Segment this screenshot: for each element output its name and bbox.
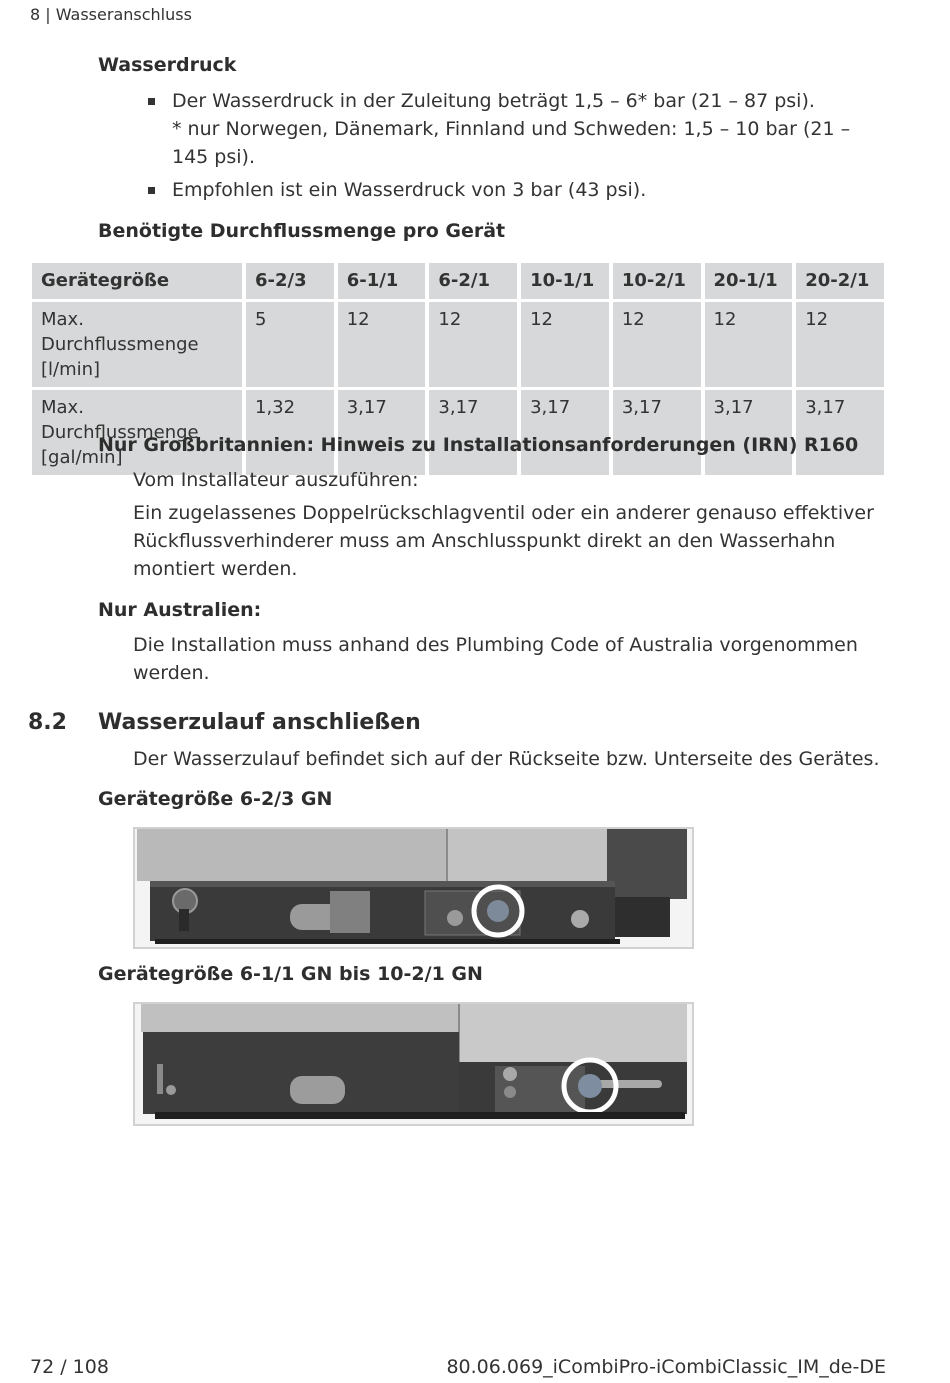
table-cell: 1,32: [246, 390, 334, 475]
list-item: [148, 176, 878, 204]
australia-heading: Nur Australien:: [98, 599, 262, 621]
table-cell: 12: [796, 302, 884, 387]
figure-2-image: [133, 1002, 694, 1126]
table-cell: 12: [521, 302, 609, 387]
column-header: 6-1/1: [338, 263, 426, 299]
table-cell: 3,17: [796, 390, 884, 475]
uk-heading: Nur Großbritannien: Hinweis zu Installationsanforderungen (IRN) R160: [98, 434, 859, 456]
uk-line-1: Vom Installateur auszuführen:: [133, 469, 419, 491]
table-cell: 3,17: [521, 390, 609, 475]
column-header: Gerätegröße: [32, 263, 242, 299]
table-cell: 12: [613, 302, 701, 387]
appliance-underside-2-illustration: [135, 1004, 692, 1124]
column-header: 20-2/1: [796, 263, 884, 299]
column-header: 20-1/1: [705, 263, 793, 299]
appliance-underside-1-illustration: [135, 829, 692, 947]
table-cell: 3,17: [429, 390, 517, 475]
column-header: 6-2/3: [246, 263, 334, 299]
table-cell: Max. Durchflussmenge [l/min]: [32, 302, 242, 387]
australia-text: Die Installation muss anhand des Plumbing Code of Australia vorgenommen werden.: [133, 634, 858, 684]
pressure-bullet-1: Der Wasserdruck in der Zuleitung beträgt 1,5 – 6* bar (21 – 87 psi).: [172, 90, 815, 112]
table-cell: 5: [246, 302, 334, 387]
document-id: 80.06.069_iCombiPro-iCombiClassic_IM_de-DE: [446, 1356, 886, 1378]
pressure-bullet-2: Empfohlen ist ein Wasserdruck von 3 bar (43 psi).: [172, 179, 647, 201]
section-intro: Der Wasserzulauf befindet sich auf der Rückseite bzw. Unterseite des Gerätes.: [133, 748, 880, 770]
pressure-heading: Wasserdruck: [98, 54, 237, 76]
column-header: 10-1/1: [521, 263, 609, 299]
table-cell: 3,17: [705, 390, 793, 475]
bullet-icon: [148, 98, 155, 105]
list-item: [148, 87, 878, 171]
table-cell: 12: [338, 302, 426, 387]
table-row: [32, 302, 884, 387]
bullet-icon: [148, 187, 155, 194]
figure-2-caption: Gerätegröße 6-1/1 GN bis 10-2/1 GN: [98, 963, 483, 985]
pressure-footnote: * nur Norwegen, Dänemark, Finnland und Schweden: 1,5 – 10 bar (21 – 145 psi).: [172, 118, 851, 168]
section-number: 8.2: [28, 710, 67, 735]
uk-line-2: Ein zugelassenes Doppelrückschlagventil oder ein anderer genauso effektiver Rückflussverhinderer muss am Anschlusspunkt direkt an den Wasserhahn montiert werden.: [133, 502, 874, 580]
flow-heading: Benötigte Durchflussmenge pro Gerät: [98, 220, 506, 242]
page-number: 72 / 108: [30, 1356, 109, 1378]
running-head: 8 | Wasseranschluss: [30, 5, 192, 24]
section-title: Wasserzulauf anschließen: [98, 710, 421, 735]
pressure-list: [148, 87, 878, 204]
table-cell: Max. Durchflussmenge [gal/min]: [32, 390, 242, 475]
table-cell: 3,17: [338, 390, 426, 475]
column-header: 6-2/1: [429, 263, 517, 299]
figure-1-image: [133, 827, 694, 949]
table-cell: 12: [429, 302, 517, 387]
table-row: [32, 390, 884, 475]
figure-1-caption: Gerätegröße 6-2/3 GN: [98, 788, 333, 810]
table-header-row: [32, 263, 884, 299]
table-cell: 12: [705, 302, 793, 387]
table-cell: 3,17: [613, 390, 701, 475]
column-header: 10-2/1: [613, 263, 701, 299]
